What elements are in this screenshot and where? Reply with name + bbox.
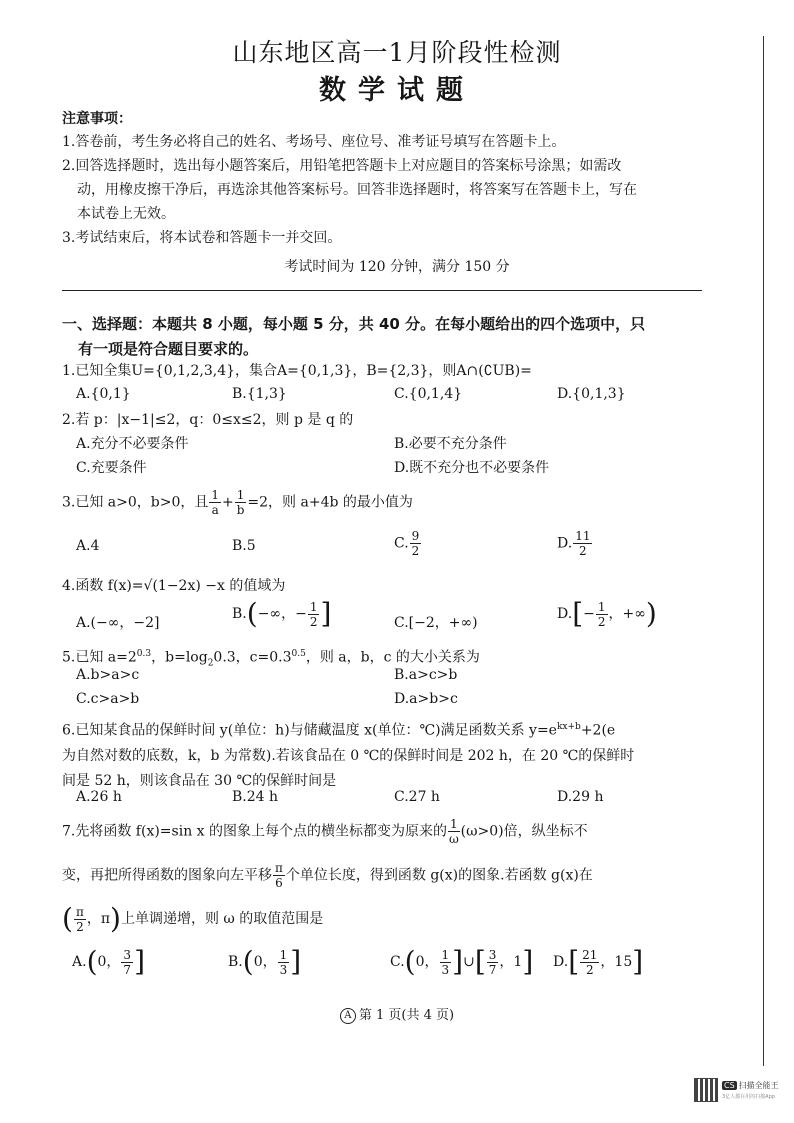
note-item: 1.答卷前，考生务必将自己的姓名、考场号、座位号、准考证号填写在答题卡上。 [62,134,566,150]
q7-option-b: B.(0， $\frac{1}{3}$ ] [228,945,302,978]
q5-option-b: B.a>c>b [394,667,458,683]
question-3 [62,489,712,516]
scanner-tagline: 3亿人都在用的扫描App [722,1094,775,1100]
note-item: 动，用橡皮擦干净后，再选涂其他答案标号。回答非选择题时，将答案写在答题卡上，写在 [77,182,637,198]
q6-option-b: B.24 h [232,789,279,805]
qr-code-icon [694,1078,718,1102]
q4-option-a: A.(−∞，−2] [76,615,160,631]
q4-option-b: B.(−∞，− $\frac{1}{2}$ ] [232,597,332,630]
q7-option-c: C.(0， $\frac{1}{3}$ ]∪[ $\frac{3}{7}$ ，1] [390,945,534,978]
question-stem: 2.若 p：|x−1|≤2，q：0≤x≤2，则 p 是 q 的 [62,412,354,428]
section-heading [62,312,712,362]
fraction: $\frac{1}{b}$ [236,488,245,517]
q4-option-c: C.[−2，+∞) [394,615,478,631]
q1-option-a: A.{0,1} [76,386,131,402]
question-stem: 3.已知 a>0，b>0，且 [62,494,209,511]
note-item: 2.回答选择题时，选出每小题答案后，用铅笔把答题卡上对应题目的答案标号涂黑；如需改 [62,158,622,174]
scanner-name: 扫描全能王 [738,1081,779,1090]
q2-option-d: D.既不充分也不必要条件 [394,460,550,476]
section-line: 有一项是符合题目要求的。 [78,340,259,358]
q7-option-a: A.(0， $\frac{3}{7}$ ] [72,945,145,978]
q7-option-d: D.[ $\frac{21}{2}$ ，15] [553,945,644,978]
q1-option-c: C.{0,1,4} [394,386,463,402]
q1-option-d: D.{0,1,3} [557,386,626,402]
question-4 [62,575,712,597]
plus-sign: + [222,494,234,511]
q3-option-a: A.4 [76,538,100,554]
page-footer [0,1004,794,1024]
q3-option-c: C. $\frac{9}{2}$ [394,529,420,558]
q2-option-b: B.必要不充分条件 [394,436,507,452]
q4-option-d: D.[− $\frac{1}{2}$ ，+∞) [557,597,657,630]
exam-time: 考试时间为 120 分钟，满分 150 分 [284,259,510,275]
q5-option-c: C.c>a>b [76,691,140,707]
question-7: 7.先将函数 f(x)=sin x 的图象上每个点的横坐标都变为原来的 $\frac{1}{\omega}$ (ω>0)倍，纵坐标不 [62,817,588,846]
margin-rule [763,36,764,1066]
scanner-logo-icon: CS [724,1081,735,1090]
q2-option-c: C.充要条件 [76,460,147,476]
q5-option-a: A.b>a>c [76,667,140,683]
q5-option-d: D.a>b>c [394,691,458,707]
section-line: 一、选择题：本题共 8 小题，每小题 5 分，共 40 分。在每小题给出的四个选项中，只 [62,315,646,333]
question-7-line-3: ( $\frac{\pi}{2}$ ，π)上单调递增，则 ω 的取值范围是 [62,902,324,935]
q6-option-d: D.29 h [557,789,604,805]
note-item: 本试卷上无效。 [77,206,175,222]
question-6: 6.已知某食品的保鲜时间 y(单位：h)与储藏温度 x(单位：℃)满足函数关系 $y=e^{kx+b}+2(e$ 为自然对数的底数，k，b 为常数).若该食品在 0 ℃的保鲜时间是 202 h，在 20 ℃的保鲜时 间是 52 h，则该食品在 30 ℃的保鲜时间是 [62,722,635,789]
divider [62,290,702,291]
scanner-watermark [722,1080,779,1100]
q3-option-b: B.5 [232,538,256,554]
question-stem: =2，则 a+4b 的最小值为 [247,494,413,511]
fraction: $\frac{1}{a}$ [211,488,220,517]
page-number: 第 1 页(共 4 页) [358,1008,455,1023]
q6-option-c: C.27 h [394,789,440,805]
q1-option-b: B.{1,3} [232,386,287,402]
paper-version-badge: A [340,1008,356,1024]
question-1 [62,360,712,382]
note-item: 3.考试结束后，将本试卷和答题卡一并交回。 [62,230,342,246]
question-2 [62,409,712,431]
question-stem: 4.函数 f(x)=√(1−2x) −x 的值域为 [62,578,286,594]
q3-option-d: D. $\frac{11}{2}$ [557,529,591,558]
exam-title: 山东地区高一1月阶段性检测 [232,38,562,67]
q6-option-a: A.26 h [76,789,122,805]
question-stem: 1.已知全集U={0,1,2,3,4}，集合A={0,1,3}，B={2,3}，则A∩(∁UB)= [62,363,532,379]
question-5: 5.已知 $a=2^{0.3}$，$b=\log_20.3$，$c=0.3^{0.5}$，则 a，b，c 的大小关系为 [62,649,480,669]
notes-heading: 注意事项： [62,111,132,127]
subject-title: 数学试题 [319,75,475,106]
notes-list [62,130,710,250]
question-7-line-2: 变，再把所得函数的图象向左平移 $\frac{\pi}{6}$ 个单位长度，得到函数 g(x)的图象.若函数 g(x)在 [62,861,593,890]
q2-option-a: A.充分不必要条件 [76,436,189,452]
